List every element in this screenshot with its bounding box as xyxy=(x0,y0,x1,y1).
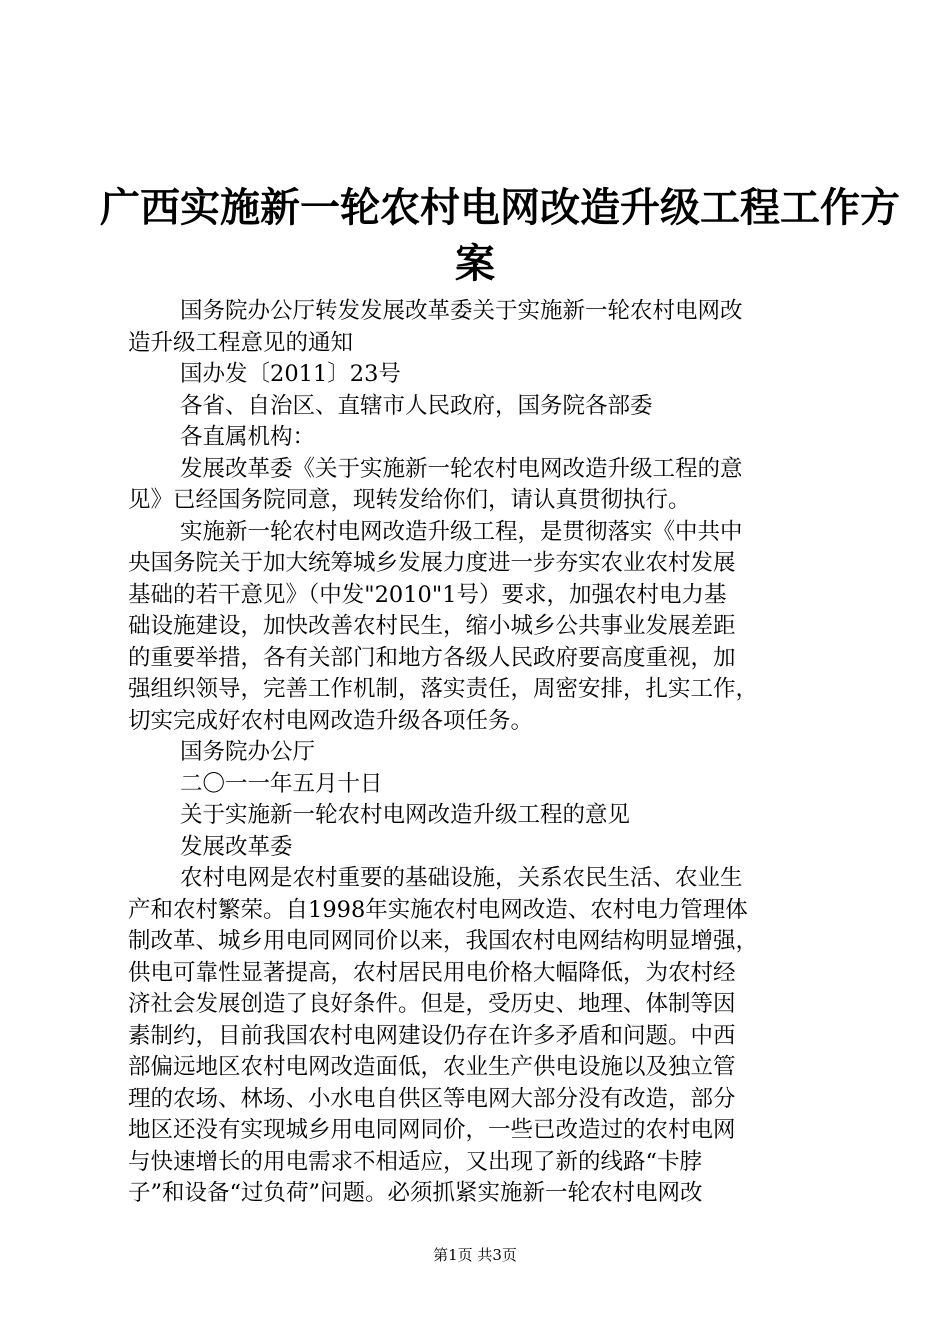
issuer-line: 国务院办公厅 xyxy=(180,739,316,765)
text-line: 产和农村繁荣。自1998年实施农村电网改造、农村电力管理体 xyxy=(128,896,748,923)
text-line: 济社会发展创造了良好条件。但是，受历史、地理、体制等因 xyxy=(128,991,736,1017)
text-line: 发展改革委 xyxy=(180,833,293,860)
page-title xyxy=(100,180,900,292)
text-line: 础设施建设，加快改善农村民生，缩小城乡公共事业发展差距 xyxy=(128,613,736,639)
document-number: 国办发〔2011〕23号 xyxy=(180,361,401,387)
text-line: 部偏远地区农村电网改造面低，农业生产供电设施以及独立管 xyxy=(128,1054,736,1080)
text-line: 各省、自治区、直辖市人民政府，国务院各部委 xyxy=(180,392,653,419)
text-line: 理的农场、林场、小水电自供区等电网大部分没有改造，部分 xyxy=(128,1085,736,1112)
text-line: 见》已经国务院同意，现转发给你们，请认真贯彻执行。 xyxy=(128,487,691,513)
text-line: 国务院办公厅转发发展改革委关于实施新一轮农村电网改 xyxy=(180,298,743,324)
text-line: 与快速增长的用电需求不相适应，又出现了新的线路“卡脖 xyxy=(128,1148,703,1175)
text-line: 子”和设备“过负荷”问题。必须抓紧实施新一轮农村电网改 xyxy=(128,1180,703,1206)
text-line: 造升级工程意见的通知 xyxy=(128,329,354,356)
date-line: 二〇一一年五月十日 xyxy=(180,770,383,797)
text-line: 的重要举措，各有关部门和地方各级人民政府要高度重视，加 xyxy=(128,644,736,671)
text-line: 基础的若干意见》（中发"2010"1号）要求，加强农村电力基 xyxy=(128,581,727,608)
text-line: 强组织领导，完善工作机制，落实责任，周密安排，扎实工作， xyxy=(128,676,759,702)
text-line: 农村电网是农村重要的基础设施，关系农民生活、农业生 xyxy=(180,865,743,891)
text-line: 制改革、城乡用电同网同价以来，我国农村电网结构明显增强， xyxy=(128,928,759,954)
text-line: 供电可靠性显著提高，农村居民用电价格大幅降低，为农村经 xyxy=(128,959,736,986)
text-line: 地区还没有实现城乡用电同网同价，一些已改造过的农村电网 xyxy=(128,1117,736,1143)
text-line: 切实完成好农村电网改造升级各项任务。 xyxy=(128,707,534,734)
text-line: 素制约，目前我国农村电网建设仍存在许多矛盾和问题。中西 xyxy=(128,1022,736,1049)
text-line: 实施新一轮农村电网改造升级工程，是贯彻落实《中共中 xyxy=(180,518,743,545)
title-line-2: 案 xyxy=(455,241,495,287)
title-line-1: 广西实施新一轮农村电网改造升级工程工作方 xyxy=(100,185,900,231)
text-line: 各直属机构： xyxy=(180,424,316,450)
text-line: 央国务院关于加大统筹城乡发展力度进一步夯实农业农村发展 xyxy=(128,550,736,576)
section-title: 关于实施新一轮农村电网改造升级工程的意见 xyxy=(180,802,631,828)
text-line: 发展改革委《关于实施新一轮农村电网改造升级工程的意 xyxy=(180,455,743,482)
document-body xyxy=(128,296,828,1210)
page-footer: 第1页 共3页 xyxy=(433,1246,517,1264)
